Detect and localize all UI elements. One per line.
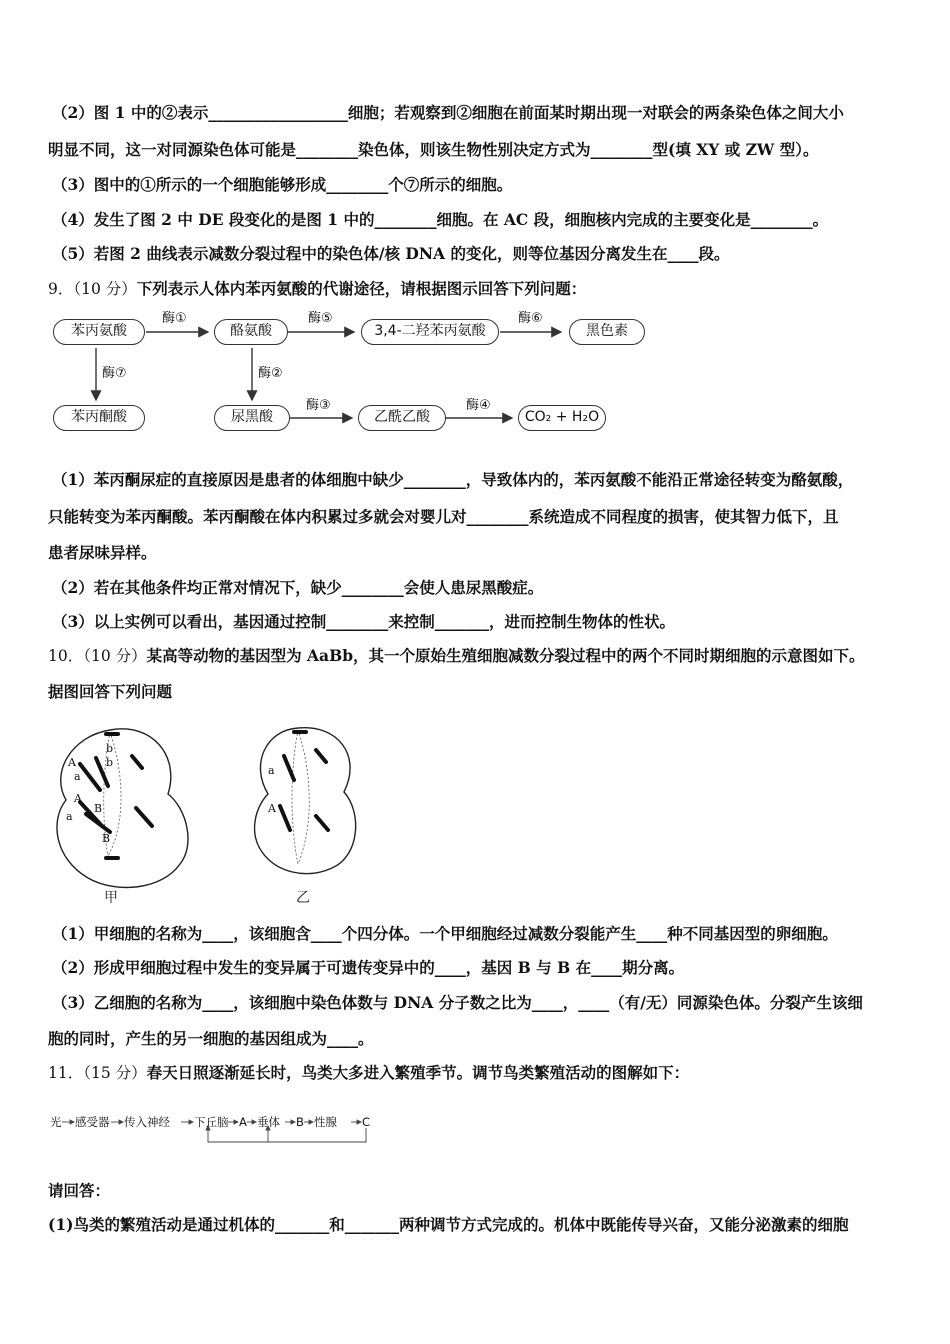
enzyme-1-label: 酶①: [162, 311, 187, 326]
cell-yi-outline: [255, 728, 356, 874]
gene-label: a: [66, 810, 73, 823]
cell-yi-label: 乙: [296, 890, 310, 906]
q10-part3-line2: 胞的同时，产生的另一细胞的基因组成为____。: [48, 1029, 374, 1048]
gene-label: B: [94, 802, 103, 815]
flow-hypothalamus: 下丘脑: [194, 1115, 229, 1129]
flow-afferent-nerve: 传入神经: [124, 1115, 170, 1129]
gene-label: a: [268, 764, 275, 777]
gene-label: B: [102, 832, 111, 845]
q8-part2-line2: 明显不同，这一对同源染色体可能是________染色体，则该生物性别决定方式为________型(填 XY 或 ZW 型）。: [48, 140, 819, 159]
flow-a: A: [239, 1115, 247, 1129]
node-homogentisic-acid: 尿黑酸: [214, 405, 290, 431]
enzyme-6-label: 酶⑥: [518, 311, 543, 326]
cell-jia-label: 甲: [104, 890, 118, 906]
q10-part1: （1）甲细胞的名称为____，该细胞含____个四分体。一个甲细胞经过减数分裂能产生____种不同基因型的卵细胞。: [52, 924, 838, 943]
q9-number: 9．（10 分）: [48, 280, 137, 298]
regulation-flow-diagram: [48, 1104, 378, 1148]
q9-part1-line2: 只能转变为苯丙酮酸。苯丙酮酸在体内积累过多就会对婴儿对________系统造成不同程度的损害，使其智力低下，且: [48, 507, 839, 526]
enzyme-4-label: 酶④: [466, 398, 491, 413]
q11-stem: 春天日照逐渐延长时，鸟类大多进入繁殖季节。调节鸟类繁殖活动的图解如下：: [146, 1063, 690, 1082]
flow-light: 光: [50, 1115, 62, 1129]
q11-prompt: 请回答：: [48, 1181, 111, 1200]
metabolic-pathway-diagram: [48, 308, 668, 438]
q9-part1-line1: （1）苯丙酮尿症的直接原因是患者的体细胞中缺少________，导致体内的，苯丙氨酸不能沿正常途径转变为酪氨酸，: [52, 470, 854, 489]
cell-yi-chromosomes: [280, 732, 328, 830]
flow-pituitary: 垂体: [257, 1115, 280, 1129]
cell-yi-gene-labels: [267, 764, 277, 815]
cell-diagrams: [44, 716, 374, 912]
node-melanin: 黑色素: [569, 319, 645, 345]
q9-part3: （3）以上实例可以看出，基因通过控制________来控制_______，进而控制生物体的性状。: [52, 612, 676, 631]
flow-c: C: [362, 1115, 371, 1129]
enzyme-3-label: 酶③: [306, 398, 331, 413]
gene-label: b: [106, 742, 114, 755]
q8-part4: （4）发生了图 2 中 DE 段变化的是图 1 中的________细胞。在 AC 段，细胞核内完成的主要变化是________。: [52, 210, 829, 229]
enzyme-2-label: 酶②: [258, 366, 283, 381]
node-dopa: 3,4-二羟苯丙氨酸: [361, 319, 499, 345]
flow-receptor: 感受器: [75, 1115, 110, 1129]
gene-label: A: [68, 756, 76, 769]
q10-stem: 某高等动物的基因型为 AaBb，其一个原始生殖细胞减数分裂过程中的两个不同时期细胞的示意图如下。: [146, 646, 865, 665]
flow-b: B: [296, 1115, 304, 1129]
node-acetoacetic-acid: 乙酰乙酸: [358, 405, 446, 431]
q10-number: 10．（10 分）: [48, 647, 147, 665]
q8-part2-line1: （2）图 1 中的②表示__________________细胞；若观察到②细胞在前面某时期出现一对联会的两条染色体之间大小: [52, 103, 844, 122]
node-phenylpyruvic-acid: 苯丙酮酸: [53, 405, 145, 431]
q8-part3: （3）图中的①所示的一个细胞能够形成________个⑦所示的细胞。: [52, 175, 513, 194]
q10-part3-line1: （3）乙细胞的名称为____，该细胞中染色体数与 DNA 分子数之比为____，____（有/无）同源染色体。分裂产生该细: [52, 993, 863, 1012]
node-co2-h2o: CO₂ + H₂O: [518, 405, 606, 431]
gene-label: A: [268, 802, 276, 815]
cell-jia-outline: [57, 729, 188, 888]
q10-stem-continued: 据图回答下列问题: [48, 682, 173, 701]
gene-label: a: [74, 770, 81, 783]
flow-gonad: 性腺: [314, 1115, 337, 1129]
q9-stem: 下列表示人体内苯丙氨酸的代谢途径，请根据图示回答下列问题：: [136, 279, 587, 298]
node-tyrosine: 酪氨酸: [214, 319, 288, 345]
q11-heading: [48, 1063, 689, 1083]
q9-part1-line3: 患者尿味异样。: [48, 543, 157, 562]
gene-label: b: [106, 756, 114, 769]
q9-heading: [48, 279, 586, 299]
node-phenylalanine: 苯丙氨酸: [53, 319, 145, 345]
q10-part2: （2）形成甲细胞过程中发生的变异属于可遗传变异中的____，基因 B 与 B 在____期分离。: [52, 958, 685, 977]
enzyme-7-label: 酶⑦: [102, 366, 127, 381]
gene-label: A: [74, 792, 82, 805]
q10-heading: [48, 646, 865, 666]
q11-number: 11．（15 分）: [48, 1064, 147, 1082]
enzyme-5-label: 酶⑤: [308, 311, 333, 326]
q11-part1: (1)鸟类的繁殖活动是通过机体的_______和_______两种调节方式完成的。机体中既能传导兴奋，又能分泌激素的细胞: [48, 1215, 849, 1234]
q8-part5: （5）若图 2 曲线表示减数分裂过程中的染色体/核 DNA 的变化，则等位基因分离发生在____段。: [52, 244, 730, 263]
q9-part2: （2）若在其他条件均正常对情况下，缺少________会使人患尿黑酸症。: [52, 578, 544, 597]
